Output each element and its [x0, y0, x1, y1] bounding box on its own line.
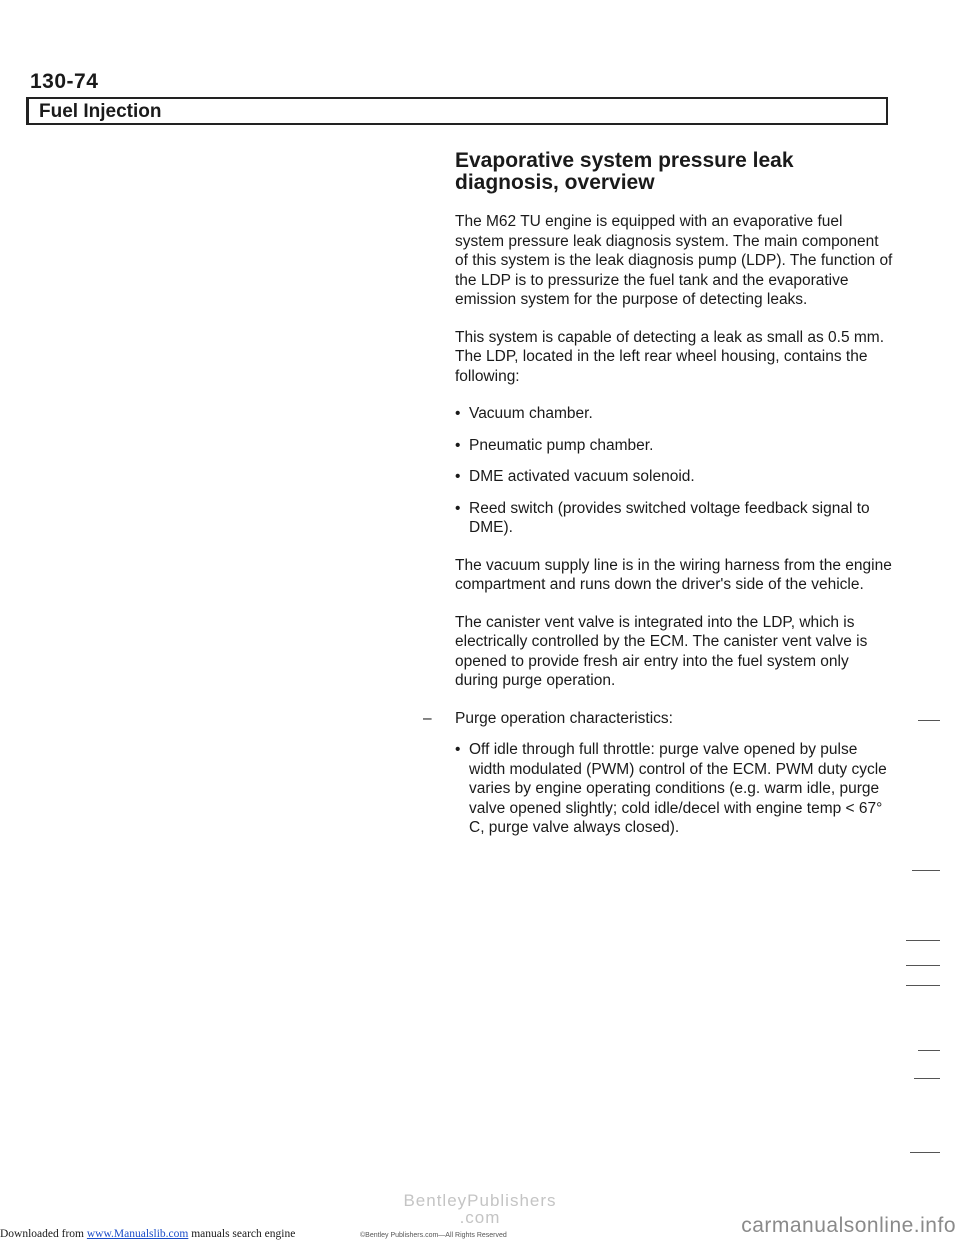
list-item: • Vacuum chamber. — [455, 404, 895, 424]
section-header-box — [26, 97, 888, 125]
footer-prefix: Downloaded from — [0, 1228, 84, 1240]
article-content — [423, 149, 895, 856]
watermark-copyright: ©Bentley Publishers.com—All Rights Reserved — [360, 1232, 507, 1239]
intro-paragraph: The M62 TU engine is equipped with an evaporative fuel system pressure leak diagnosis system. The main component of this system is the leak diagnosis pump (LDP). The function of the LDP is to pressurize the fuel tank and the evaporative emission system for the purpose of detecting leaks. — [455, 213, 893, 308]
dash-marker: – — [423, 709, 432, 727]
watermark-line-1: BentleyPublishers — [403, 1191, 557, 1210]
page-number: 130-74 — [30, 70, 99, 93]
list-item: • Off idle through full throttle: purge valve opened by pulse width modulated (PWM) control of the ECM. PWM duty cycle varies by engine operating conditions (e.g. warm idle, purge valve opened slightly; cold idle/decel with engine temp < 67° C, purge valve always closed). — [455, 740, 895, 838]
purge-bullet-list — [455, 740, 895, 838]
purge-label: Purge operation characteristics: — [455, 709, 673, 727]
publisher-watermark — [390, 1192, 570, 1226]
capability-paragraph: This system is capable of detecting a leak as small as 0.5 mm. The LDP, located in the left rear wheel housing, contains the following: — [455, 328, 885, 385]
purge-characteristics — [423, 709, 895, 838]
section-title: Fuel Injection — [39, 101, 162, 122]
watermark-line-2: .com — [459, 1208, 501, 1227]
list-item: • Pneumatic pump chamber. — [455, 436, 895, 456]
footer-suffix: manuals search engine — [191, 1228, 296, 1240]
ldp-component-list — [455, 404, 895, 538]
page-edge-marks — [904, 700, 940, 1180]
manualslib-link[interactable]: www.Manualslib.com — [86, 1228, 189, 1240]
canister-vent-paragraph: The canister vent valve is integrated into the LDP, which is electrically controlled by the ECM. The canister vent valve is opened to provide fresh air entry into the fuel system only during purge operation. — [455, 613, 868, 689]
vacuum-line-paragraph: The vacuum supply line is in the wiring harness from the engine compartment and runs down the driver's side of the vehicle. — [455, 556, 892, 593]
article-title: Evaporative system pressure leak diagnosis, overview — [455, 149, 794, 194]
download-footer — [0, 1228, 295, 1240]
list-item: • DME activated vacuum solenoid. — [455, 467, 895, 487]
list-item: • Reed switch (provides switched voltage feedback signal to DME). — [455, 499, 895, 538]
carmanualsonline-brand: carmanualsonline.info — [741, 1214, 956, 1237]
